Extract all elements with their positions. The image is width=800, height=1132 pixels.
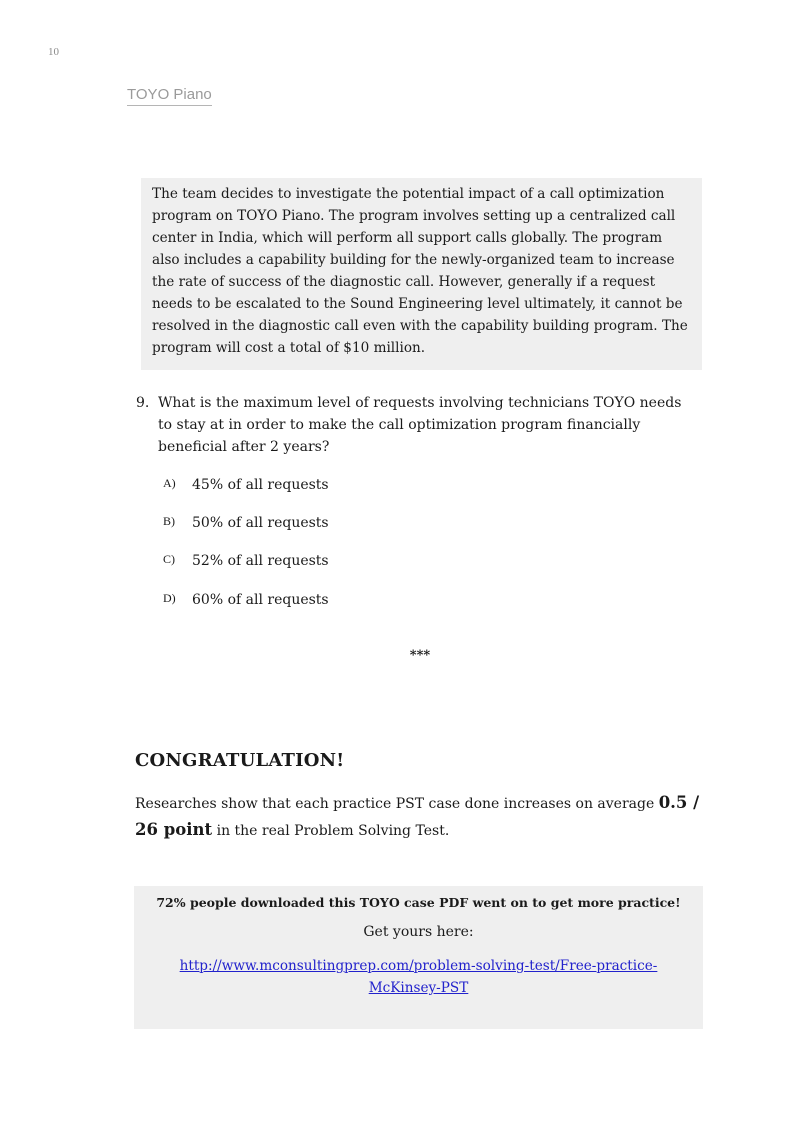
question-number: 9. — [136, 395, 150, 411]
option-text: 60% of all requests — [192, 592, 329, 608]
case-text: The team decides to investigate the potential impact of a call optimization program on TOYO Piano. The program involves setting up a centralized call center in India, which will perform all support calls globally. The program also includes a capability building for the newly-organized team to increase the rate of success of the diagnostic call. However, generally if a request needs to be escalated to the Sound Engineering level ultimately, it cannot be resolved in the diagnostic call even with the capability building program. The program will cost a total of $10 million. — [152, 186, 688, 356]
header-title: TOYO Piano — [127, 86, 212, 106]
section-separator: *** — [409, 648, 431, 663]
score-highlight: 0.5 / 26 point — [135, 793, 700, 839]
research-text — [135, 790, 715, 844]
promo-subtext: Get yours here: — [363, 924, 474, 940]
option-text: 45% of all requests — [192, 477, 329, 493]
option-d[interactable] — [163, 589, 563, 611]
option-letter: C) — [163, 552, 175, 566]
option-letter: B) — [163, 514, 175, 528]
option-text: 50% of all requests — [192, 515, 329, 531]
promo-box — [134, 886, 703, 1029]
promo-link[interactable]: http://www.mconsultingprep.com/problem-solving-test/Free-practice-McKinsey-PST — [179, 958, 658, 996]
question — [136, 392, 696, 458]
page-number: 10 — [48, 46, 59, 58]
question-text: What is the maximum level of requests involving technicians TOYO needs to stay at in order to make the call optimization program financially beneficial after 2 years? — [158, 395, 682, 455]
option-letter: D) — [163, 591, 176, 605]
option-b[interactable] — [163, 512, 563, 534]
case-box — [141, 178, 702, 370]
option-letter: A) — [163, 476, 176, 490]
option-c[interactable] — [163, 550, 563, 572]
research-text-before: Researches show that each practice PST case done increases on average — [135, 796, 655, 812]
option-text: 52% of all requests — [192, 553, 329, 569]
congrats-heading: CONGRATULATION! — [135, 750, 345, 771]
research-text-after: in the real Problem Solving Test. — [216, 823, 450, 839]
option-a[interactable] — [163, 474, 563, 496]
promo-headline: 72% people downloaded this TOYO case PDF went on to get more practice! — [156, 895, 681, 910]
